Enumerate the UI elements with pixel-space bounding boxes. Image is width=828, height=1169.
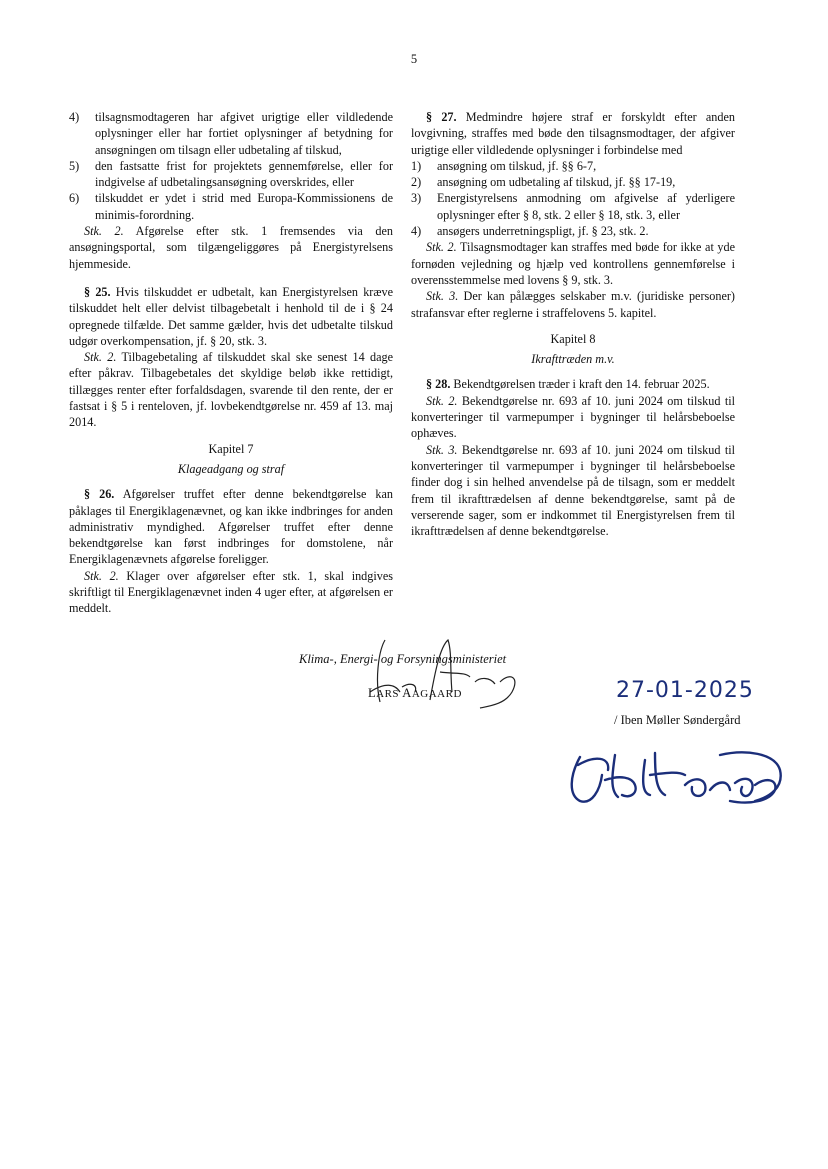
list-item — [411, 158, 735, 174]
stk-label: Stk. 3. — [426, 289, 459, 304]
list-number: 3) — [411, 191, 422, 206]
paragraph-25-stk2 — [69, 349, 393, 430]
ministry-name: Klima-, Energi- og Forsyningsministeriet — [299, 652, 507, 666]
paragraph-text: Der kan pålægges selskaber m.v. (juridiske personer) strafansvar efter reglerne i straffelovens 5. kapitel. — [411, 289, 735, 320]
paragraph-24-stk2 — [69, 223, 393, 272]
list-number: 6) — [69, 191, 80, 206]
paragraph-27-stk3 — [411, 288, 735, 321]
list-item — [69, 158, 393, 191]
section-label: § 27. — [426, 110, 457, 124]
paragraph-26 — [69, 486, 393, 567]
section-label: § 28. — [426, 377, 451, 392]
paragraph-25 — [69, 284, 393, 349]
chapter-heading: Kapitel 7 — [208, 441, 254, 456]
stk-label: Stk. 3. — [426, 442, 458, 457]
paragraph-text: Hvis tilskuddet er udbetalt, kan Energistyrelsen kræve tilskuddet helt eller delvist tilbagebetalt i henhold til de i § 24 opregnede tilfælde. Det samme gælder, hvis det udbetalte tilskud udgør overkompensation, jf. § 20, stk. 3. — [69, 284, 394, 348]
list-text: ansøgning om tilskud, jf. §§ 6-7, — [437, 158, 597, 173]
list-text: Energistyrelsens anmodning om afgivelse af yderligere oplysninger efter § 8, stk. 2 eller § 18, stk. 3, eller — [437, 191, 735, 222]
paragraph-27-stk2 — [411, 239, 735, 288]
stk-label: Stk. 2. — [84, 224, 124, 239]
handwritten-date: 27-01-2025 — [616, 678, 754, 703]
left-column — [69, 109, 393, 617]
list-item — [411, 223, 735, 239]
paragraph-text: Afgørelser truffet efter denne bekendtgørelse kan påklages til Energiklagenævnet, og kan ikke indbringes for anden administrativ myndighed. Afgørelser truffet efter denne bekendtgørelse kan først indbringes for domstolene, når Energiklagenævnets afgørelse foreligger. — [69, 487, 393, 567]
paragraph-text: Klager over afgørelser efter stk. 1, skal indgives skriftligt til Energiklagenævnet inden 4 uger efter, at afgørelsen er meddelt. — [69, 568, 394, 616]
paragraph-text: Bekendtgørelsen træder i kraft den 14. februar 2025. — [450, 377, 710, 392]
chapter-heading: Kapitel 8 — [550, 331, 596, 346]
stk-label: Stk. 2. — [426, 240, 457, 255]
paragraph-text: Tilbagebetaling af tilskuddet skal ske senest 14 dage efter påkrav. Tilbagebetales det skyldige beløb ikke rettidigt, tillægges renter efter forfaldsdagen, svarende til den rente, der er fastsat i § 5 i renteloven, jf. lovbekendtgørelse nr. 459 af 13. maj 2014. — [69, 350, 394, 430]
chapter-title: Ikrafttræden m.v. — [531, 352, 615, 367]
stk-label: Stk. 2. — [84, 568, 119, 583]
paragraph-28 — [411, 376, 735, 392]
paragraph-26-stk2 — [69, 568, 393, 617]
list-number: 2) — [411, 175, 422, 190]
list-text: ansøgning om udbetaling af tilskud, jf. §§ 17-19, — [437, 175, 676, 190]
signer-signature — [560, 735, 790, 815]
section-label: § 25. — [84, 284, 111, 299]
paragraph-text: Bekendtgørelse nr. 693 af 10. juni 2024 om tilskud til konverteringer til varmepumper i bygninger til helårsbeboelse ophæves. — [411, 393, 736, 441]
paragraph-28-stk3 — [411, 442, 735, 540]
signer-name: / Iben Møller Søndergård — [614, 713, 741, 727]
stk-label: Stk. 2. — [84, 350, 117, 365]
list-item — [411, 190, 735, 223]
section-label: § 26. — [84, 487, 115, 502]
page-number: 5 — [410, 52, 418, 66]
paragraph-text: Tilsagnsmodtager kan straffes med bøde for ikke at yde fornøden vejledning og hjælp ved kontrollens gennemførelse i overensstemmelse med lovens § 9, stk. 3. — [411, 240, 735, 287]
list-text: den fastsatte frist for projektets gennemførelse, eller for indgivelse af udbetalingsansøgning overskrides, eller — [95, 158, 393, 190]
list-text: ansøgers underretningspligt, jf. § 23, stk. 2. — [437, 224, 649, 239]
paragraph-text: Bekendtgørelse nr. 693 af 10. juni 2024 om tilskud til konverteringer til varmepumper i bygninger til helårsbeboelse finder dog i sin helhed anvendelse på de tilsagn, som er meddelt frem til ikrafttrædelsen af denne bekendtgørelse, samt på de verserende sager, som er indkommet til Energistyrelsen frem til ikrafttrædelsen af denne bekendtgørelse. — [411, 442, 736, 539]
stk-label: Stk. 2. — [426, 393, 458, 408]
paragraph-28-stk2 — [411, 393, 735, 442]
list-number: 4) — [411, 224, 422, 239]
paragraph-text: Afgørelse efter stk. 1 fremsendes via den ansøgningsportal, som tilgængeliggøres på Energistyrelsens hjemmeside. — [69, 224, 393, 271]
list-number: 4) — [69, 110, 80, 124]
list-item — [69, 190, 393, 223]
list-number: 1) — [411, 158, 422, 173]
paragraph-27 — [411, 109, 735, 158]
chapter-title: Klageadgang og straf — [177, 461, 285, 476]
list-item — [69, 109, 393, 158]
list-number: 5) — [69, 158, 80, 173]
list-text: tilsagnsmodtageren har afgivet urigtige eller vildledende oplysninger eller har fortiet oplysninger af betydning for ansøgningen om tilsagn eller udbetaling af tilskud, — [95, 110, 393, 157]
list-text: tilskuddet er ydet i strid med Europa-Kommissionens de minimis-forordning. — [95, 191, 393, 222]
paragraph-text: Medmindre højere straf er forskyldt efter anden lovgivning, straffes med bøde den tilsagnsmodtager, der afgiver urigtige eller vildledende oplysninger i forbindelse med — [411, 110, 735, 157]
right-column — [411, 109, 735, 539]
minister-name: LARS AAGAARD — [368, 686, 462, 700]
list-item — [411, 174, 735, 190]
